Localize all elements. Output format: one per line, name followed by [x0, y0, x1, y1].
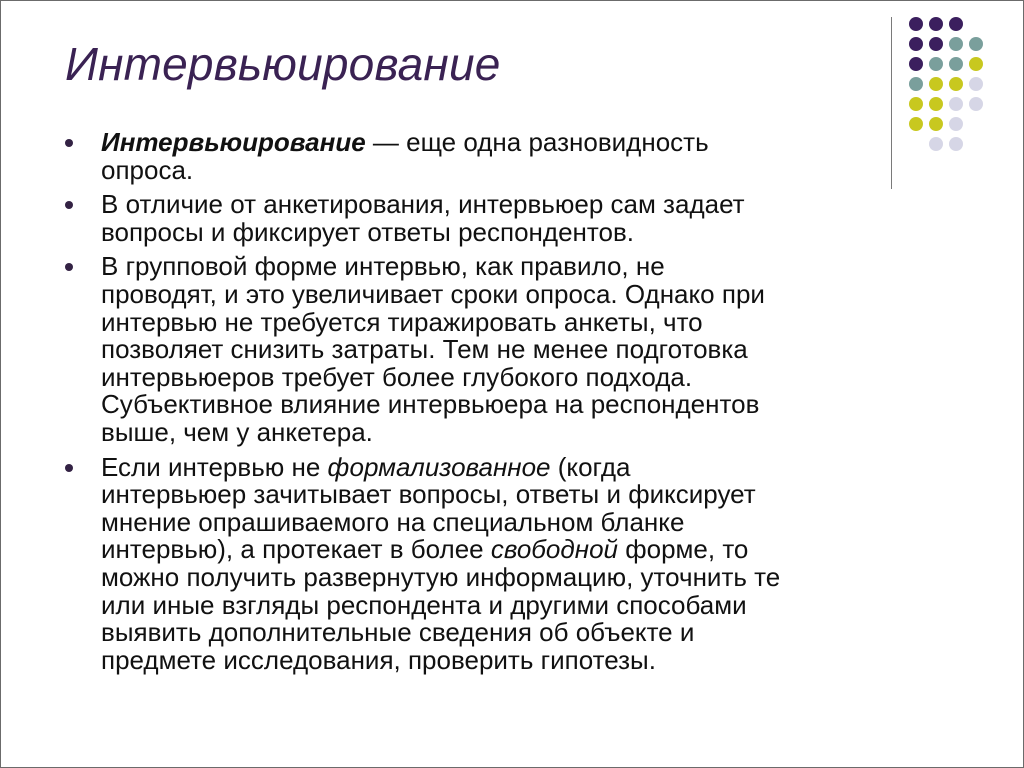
bullet-line — [101, 536, 885, 564]
decorative-dot — [949, 137, 963, 151]
decorative-dot — [909, 117, 923, 131]
text-run: мнение опрашиваемого на специальном бланке — [101, 506, 685, 537]
decorative-dot — [949, 37, 963, 51]
slide-title: Интервьюирование — [65, 38, 501, 90]
decorative-dot — [969, 77, 983, 91]
decorative-dot — [909, 57, 923, 71]
bullet-line — [101, 481, 885, 509]
bullet-dot-icon — [65, 263, 73, 271]
text-run: форме, то — [618, 534, 749, 565]
bullet-dot-icon — [65, 139, 73, 147]
text-run: В отличие от анкетирования, интервьюер сам задает — [101, 189, 745, 220]
bullet-line — [101, 391, 885, 419]
decorative-dot — [949, 57, 963, 71]
decorative-dot — [949, 17, 963, 31]
decorative-dot — [949, 117, 963, 131]
text-run: интервью), а протекает в более — [101, 534, 491, 565]
bullet-line — [101, 129, 885, 157]
bullet-line — [101, 154, 885, 185]
text-run: или иные взгляды респондента и другими способами — [101, 589, 747, 620]
bullet-list — [65, 129, 885, 681]
decorative-dot — [929, 77, 943, 91]
text-run: предмете исследования, проверить гипотезы. — [101, 644, 656, 675]
bullet-line — [101, 589, 885, 620]
text-run: позволяет снизить затраты. Тем не менее подготовка — [101, 334, 748, 365]
text-run: В групповой форме интервью, как правило, не — [101, 251, 665, 282]
bullet-line — [101, 361, 885, 392]
bullet-item — [65, 253, 885, 446]
bullet-item — [65, 451, 885, 675]
bullet-item — [65, 191, 885, 246]
bullet-line — [101, 278, 885, 309]
bullet-line — [101, 253, 885, 281]
text-run: можно получить развернутую информацию, уточнить те — [101, 561, 781, 592]
bullet-line — [101, 191, 885, 219]
emphasized-text: свободной — [490, 534, 618, 565]
bullet-line — [101, 306, 885, 337]
decorative-dot — [909, 17, 923, 31]
text-run: вопросы и фиксирует ответы респондентов. — [101, 216, 634, 247]
bullet-item — [65, 129, 885, 184]
bullet-dot-icon — [65, 464, 73, 472]
bullet-line — [101, 506, 885, 537]
text-run: интервьюер зачитывает вопросы, ответы и фиксирует — [101, 479, 756, 510]
decorative-dot — [969, 37, 983, 51]
bullet-line — [101, 216, 885, 247]
bullet-line — [101, 644, 885, 675]
text-run: проводят, и это увеличивает сроки опроса. Однако при — [101, 278, 765, 309]
text-run: опроса. — [101, 154, 194, 185]
decorative-dot — [909, 97, 923, 111]
text-run: Если интервью не — [101, 451, 328, 482]
decorative-dot — [929, 97, 943, 111]
decorative-dot — [929, 57, 943, 71]
bullet-line — [101, 561, 885, 592]
bullet-line — [101, 619, 885, 647]
decorative-dot — [909, 37, 923, 51]
decorative-dot — [949, 97, 963, 111]
divider-line — [891, 17, 892, 189]
emphasized-text: формализованное — [327, 451, 551, 482]
text-run: (когда — [550, 451, 631, 482]
decorative-dot — [949, 77, 963, 91]
text-run: интервьюеров требует более глубокого подхода. — [101, 361, 693, 392]
decorative-dot — [929, 137, 943, 151]
bullet-line — [101, 416, 885, 447]
decorative-dot — [929, 17, 943, 31]
decorative-dot — [969, 57, 983, 71]
decorative-dot — [909, 77, 923, 91]
bullet-dot-icon — [65, 201, 73, 209]
text-run: Субъективное влияние интервьюера на респондентов — [101, 389, 760, 420]
text-run: — еще одна разновидность — [365, 127, 709, 157]
text-run: выявить дополнительные сведения об объекте и — [101, 617, 695, 648]
bullet-line — [101, 451, 885, 482]
emphasized-text: Интервьюирование — [101, 127, 366, 157]
text-run: выше, чем у анкетера. — [101, 416, 373, 447]
text-run: интервью не требуется тиражировать анкеты, что — [101, 306, 703, 337]
bullet-line — [101, 336, 885, 364]
decorative-dot — [969, 97, 983, 111]
decorative-dot — [929, 37, 943, 51]
decorative-dot — [929, 117, 943, 131]
